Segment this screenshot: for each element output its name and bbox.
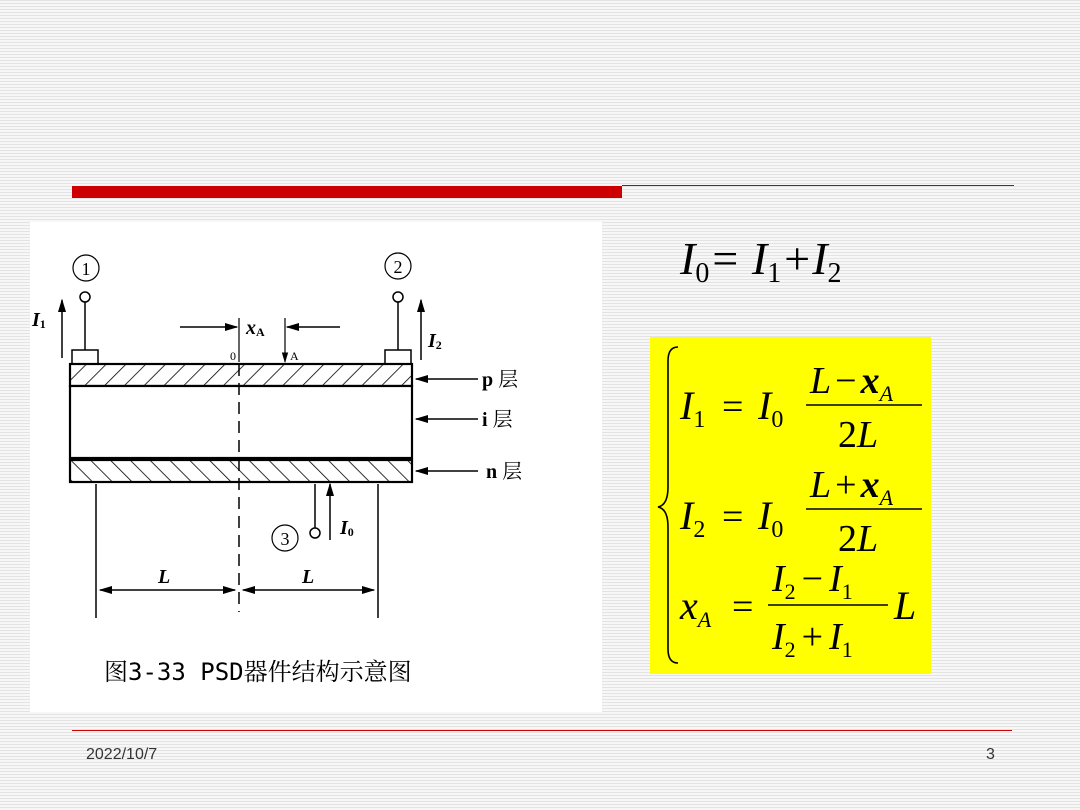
eq3-equals: = [732,586,754,628]
i-layer [70,386,412,458]
p-layer-label: p 层 [482,367,519,391]
slide-date: 2022/10/7 [86,746,158,763]
equation-system-box [650,337,931,674]
length-right-label: L [302,566,315,588]
psd-diagram-panel [30,222,602,712]
n-layer-label: n 层 [486,459,523,483]
left-brace [658,347,678,663]
eq3-factor-L: L [894,583,917,628]
eq1-lhs: $I_1$ [680,383,706,433]
terminal-2 [393,292,403,302]
eq3-denominator: $I_2 + I_1$ [772,616,853,662]
electrode-2-label: 2 [393,257,403,277]
position-xA-label: xA [246,317,265,339]
eq1-I0: $I_0$ [758,383,784,433]
eq2-numerator: $L + x_A$ [810,464,894,510]
eq2-denominator: 2L [838,518,879,560]
figure-caption: 图3-33 PSD器件结构示意图 [104,658,412,686]
electrode-1-pad [72,350,98,364]
striped-background-top [0,0,1080,185]
current-I0-label: I0 [340,517,354,539]
current-sum-equation: $I_0= I_1+I_2$ [680,233,842,289]
eq2-equals: = [722,496,744,538]
eq1-denominator: 2L [838,414,879,456]
eq3-numerator: $I_2 - I_1$ [772,558,853,604]
striped-background-bottom [0,712,1080,810]
electrode-3-label: 3 [280,529,290,549]
length-left-label: L [158,566,171,588]
electrode-2-pad [385,350,411,364]
current-I1-label: I1 [32,309,46,331]
eq2-lhs: $I_2$ [680,493,706,543]
slide-page-number: 3 [986,746,995,763]
eq1-equals: = [722,386,744,428]
title-divider-bar [72,186,622,198]
terminal-3 [310,528,320,538]
eq1-numerator: $L - x_A$ [810,360,894,406]
terminal-1 [80,292,90,302]
n-layer [70,460,412,482]
i-layer-label: i 层 [482,407,513,431]
footer-divider-line [72,730,1012,731]
origin-label: 0 [230,349,236,363]
title-divider-line [622,185,1014,186]
p-layer [70,364,412,386]
electrode-1-label: 1 [81,259,91,279]
eq3-lhs: $x_A$ [680,583,712,632]
point-A-label: A [290,349,299,363]
psd-structure-diagram [30,222,602,712]
equation-system [650,337,931,674]
eq2-I0: $I_0$ [758,493,784,543]
current-I2-label: I2 [428,330,442,352]
